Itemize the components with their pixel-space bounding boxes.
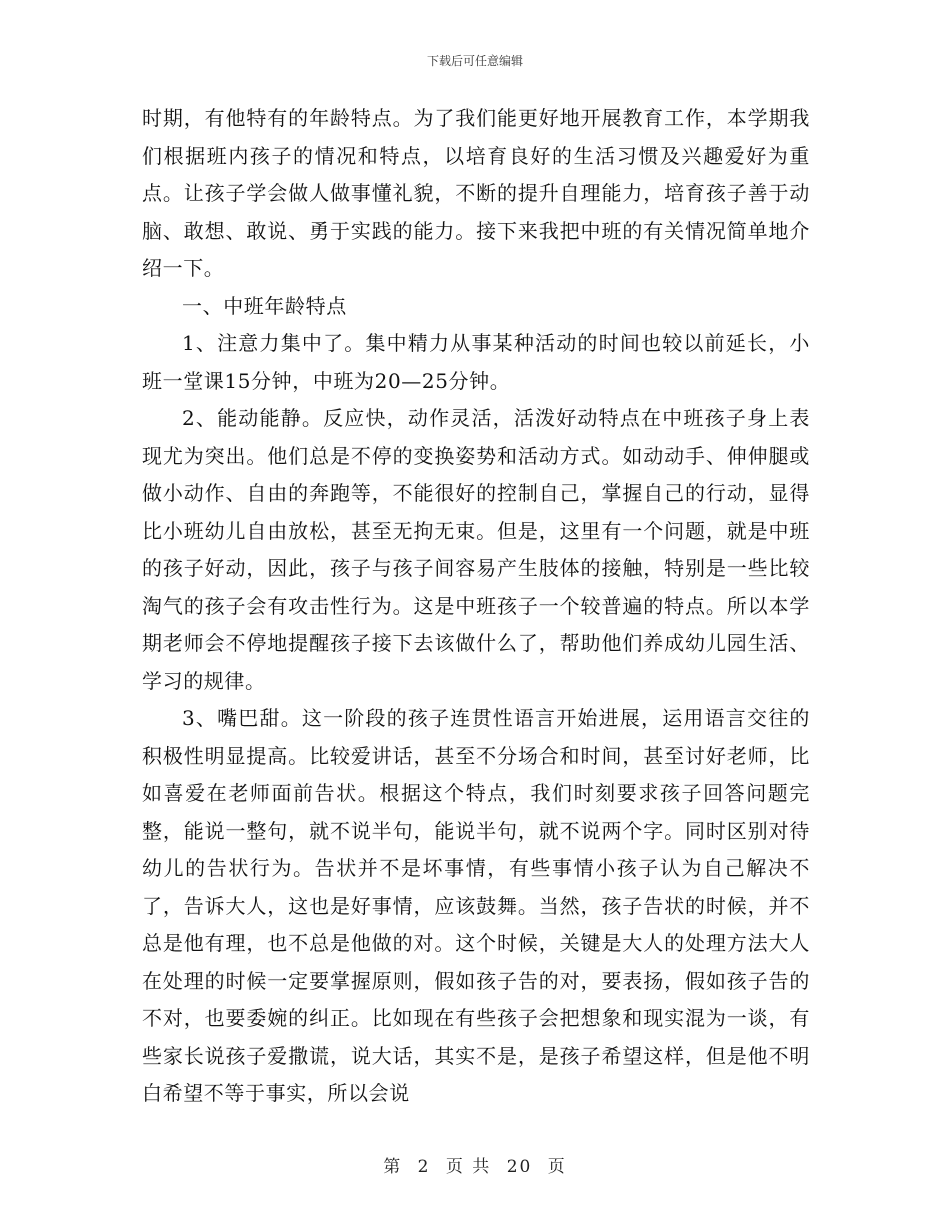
paragraph-continuation: 时期，有他特有的年龄特点。为了我们能更好地开展教育工作，本学期我们根据班内孩子的情况和特点，以培育良好的生活习惯及兴趣爱好为重点。让孩子学会做人做事懂礼貌，不断的提升自理能力，培育孩子善于动脑、敢想、敢说、勇于实践的能力。接下来我把中班的有关情况简单地介绍一下。	[142, 106, 810, 280]
document-body	[142, 100, 810, 1113]
footer-mid: 页 共	[445, 1157, 492, 1177]
section-heading: 一、中班年龄特点	[182, 293, 347, 318]
paragraph-speech: 3、嘴巴甜。这一阶段的孩子连贯性语言开始进展，运用语言交往的积极性明显提高。比较爱讲话，甚至不分场合和时间，甚至讨好老师，比如喜爱在老师面前告状。根据这个特点，我们时刻要求孩子回答问题完整，能说一整句，就不说半句，能说半句，就不说两个字。同时区别对待幼儿的告状行为。告状并不是坏事情，有些事情小孩子认为自己解决不了，告诉大人，这也是好事情，应该鼓舞。当然，孩子告状的时候，并不总是他有理，也不总是他做的对。这个时候，关键是大人的处理方法大人在处理的时候一定要掌握原则，假如孩子告的对，要表扬，假如孩子告的不对，也要委婉的纠正。比如现在有些孩子会把想象和现实混为一谈，有些家长说孩子爱撒谎，说大话，其实不是，是孩子希望这样，但是他不明白希望不等于事实，所以会说	[142, 706, 810, 1105]
footer-suffix: 页	[547, 1157, 567, 1177]
paragraph-active: 2、能动能静。反应快，动作灵活，活泼好动特点在中班孩子身上表现尤为突出。他们总是不停的变换姿势和活动方式。如动动手、伸伸腿或做小动作、自由的奔跑等，不能很好的控制自己，掌握自己的行动，显得比小班幼儿自由放松，甚至无拘无束。但是，这里有一个问题，就是中班的孩子好动，因此，孩子与孩子间容易产生肢体的接触，特别是一些比较淘气的孩子会有攻击性行为。这是中班孩子一个较普遍的特点。所以本学期老师会不停地提醒孩子接下去该做什么了，帮助他们养成幼儿园生活、学习的规律。	[142, 406, 810, 693]
footer-prefix: 第	[383, 1157, 403, 1177]
page-header: 下载后可任意编辑	[426, 54, 523, 68]
footer-total-pages: 20	[506, 1157, 533, 1177]
page-footer	[0, 1152, 950, 1177]
paragraph-attention: 1、注意力集中了。集中精力从事某种活动的时间也较以前延长，小班一堂课15分钟，中班为20—25分钟。	[142, 331, 810, 393]
footer-page-number: 2	[417, 1157, 431, 1177]
